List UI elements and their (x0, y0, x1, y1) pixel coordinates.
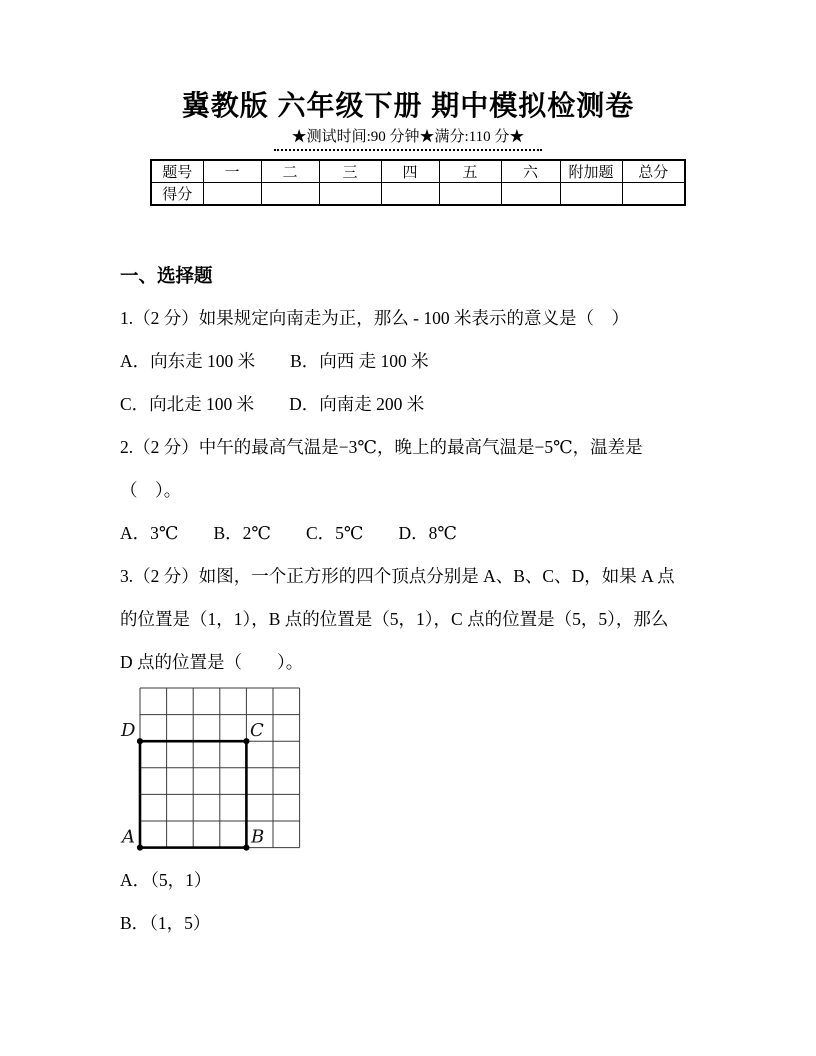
question-3-option-a: A．（5，1） (120, 870, 212, 890)
page-title: 冀教版 六年级下册 期中模拟检测卷 (181, 90, 635, 121)
score-table-header-cell: 六 (501, 160, 560, 183)
score-table-header-cell: 三 (319, 160, 381, 183)
score-cell-empty (203, 183, 261, 206)
grid-figure-svg (120, 684, 320, 856)
question-2-stem-line-1: 2.（2 分）中午的最高气温是−3℃，晚上的最高气温是−5℃，温差是 (120, 437, 643, 457)
score-table-header-cell: 题号 (151, 160, 203, 183)
score-table-header-row (151, 160, 685, 183)
exam-body (0, 254, 816, 945)
question-3-option-b: B．（1，5） (120, 913, 211, 933)
section-heading-choice-questions: 一、选择题 (120, 265, 213, 286)
vertex-dot-b (243, 845, 249, 851)
question-3-stem-line-1: 3.（2 分）如图，一个正方形的四个顶点分别是 A、B、C、D，如果 A 点 (120, 566, 675, 586)
question-1-options-ab: A．向东走 100 米 B．向西 走 100 米 (120, 351, 429, 371)
score-cell-empty (622, 183, 685, 206)
score-table (150, 159, 686, 206)
vertex-dot-d (137, 738, 143, 744)
vertex-dot-c (243, 738, 249, 744)
score-row-label: 得分 (151, 183, 203, 206)
score-cell-empty (381, 183, 439, 206)
question-2-options: A．3℃ B．2℃ C．5℃ D．8℃ (120, 523, 457, 543)
score-table-header-cell: 二 (261, 160, 319, 183)
exam-info-line: ★测试时间:90 分钟★满分:110 分★ (274, 129, 543, 151)
score-table-header-cell: 五 (439, 160, 501, 183)
point-label-c: C (250, 720, 264, 741)
point-label-a: A (122, 826, 135, 848)
grid-lines (140, 688, 300, 848)
score-cell-empty (560, 183, 622, 206)
question-3-stem-line-2: 的位置是（1，1），B 点的位置是（5，1），C 点的位置是（5，5），那么 (120, 609, 669, 629)
coordinate-grid-figure (120, 684, 706, 859)
score-cell-empty (261, 183, 319, 206)
question-3-stem-line-3: D 点的位置是（ ）。 (120, 652, 304, 672)
score-table-header-cell: 附加题 (560, 160, 622, 183)
score-table-score-row (151, 183, 685, 206)
question-1-stem: 1.（2 分）如果规定向南走为正，那么 - 100 米表示的意义是（ ） (120, 308, 629, 328)
point-label-d: D (121, 720, 136, 741)
vertex-dot-a (137, 845, 143, 851)
score-cell-empty (501, 183, 560, 206)
score-table-header-cell: 一 (203, 160, 261, 183)
score-cell-empty (319, 183, 381, 206)
score-table-header-cell: 总分 (622, 160, 685, 183)
question-1-options-cd: C．向北走 100 米 D．向南走 200 米 (120, 394, 425, 414)
point-label-b: B (251, 826, 265, 848)
question-2-stem-line-2: （ ）。 (120, 480, 182, 500)
score-cell-empty (439, 183, 501, 206)
subtitle-row (0, 128, 816, 151)
score-table-header-cell: 四 (381, 160, 439, 183)
